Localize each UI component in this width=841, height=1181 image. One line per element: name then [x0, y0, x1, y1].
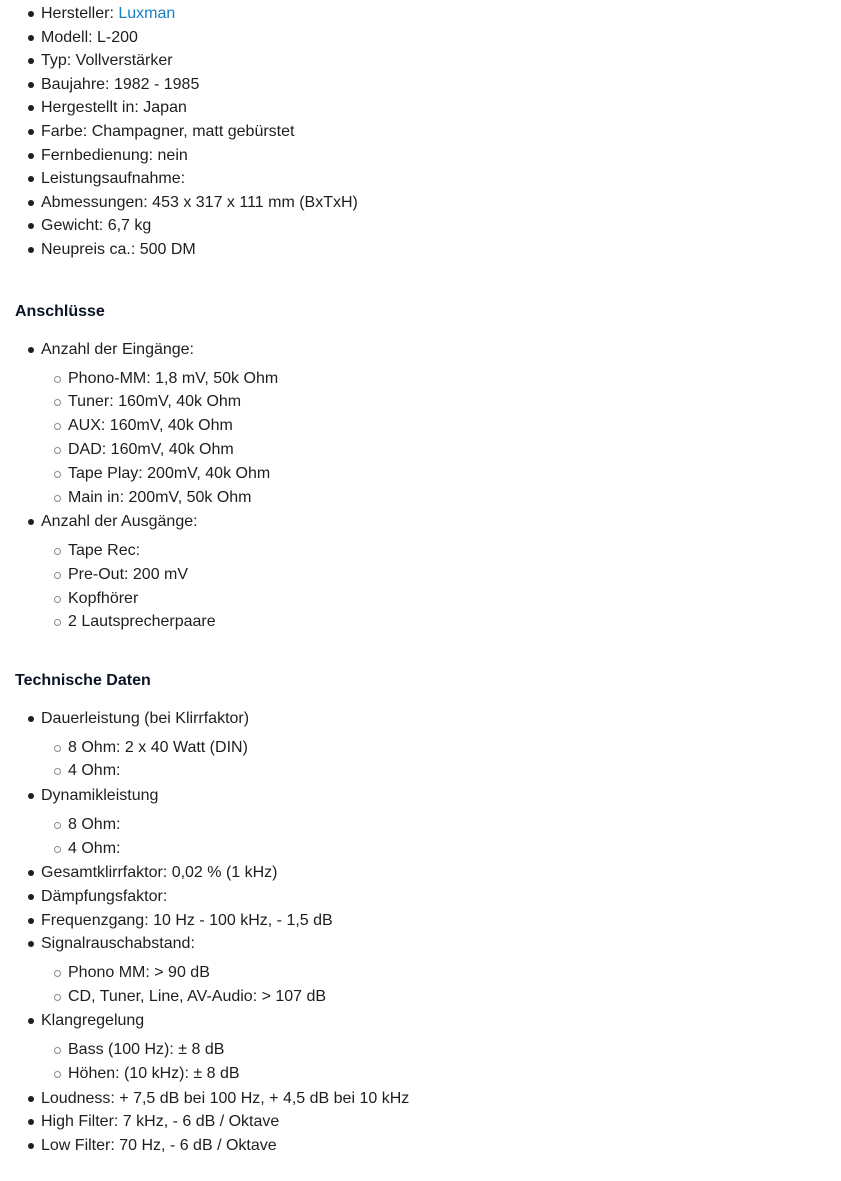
snr-label: Signalrauschabstand:	[41, 935, 195, 953]
sublist-item: Tuner: 160mV, 40k Ohm	[41, 390, 841, 414]
tech-section	[0, 707, 841, 1157]
list-item-tone	[0, 1009, 841, 1085]
list-item: Typ: Vollverstärker	[0, 49, 841, 73]
inputs-label: Anzahl der Eingänge:	[41, 341, 194, 358]
list-item-manufacturer	[0, 2, 841, 26]
sublist-item: Phono MM: > 90 dB	[41, 961, 841, 985]
dynamic-label: Dynamikleistung	[41, 787, 159, 805]
connections-section	[0, 338, 841, 635]
list-item: Hergestellt in: Japan	[0, 96, 841, 120]
tone-sublist	[41, 1038, 841, 1086]
inputs-sublist	[41, 367, 841, 510]
dynamic-sublist	[41, 813, 841, 861]
sublist-item: Höhen: (10 kHz): ± 8 dB	[41, 1062, 841, 1086]
tone-label: Klangregelung	[41, 1012, 145, 1030]
sublist-item: 4 Ohm:	[41, 837, 841, 861]
tech-list	[0, 707, 841, 1157]
list-item: Dämpfungsfaktor:	[0, 885, 841, 909]
list-item: Fernbedienung: nein	[0, 144, 841, 168]
sublist-item: Kopfhörer	[41, 587, 841, 611]
sublist-item: AUX: 160mV, 40k Ohm	[41, 414, 841, 438]
outputs-label: Anzahl der Ausgänge:	[41, 513, 198, 531]
list-item-dynamic-power	[0, 784, 841, 860]
list-item-snr	[0, 932, 841, 1008]
list-item: Loudness: + 7,5 dB bei 100 Hz, + 4,5 dB bei 10 kHz	[0, 1087, 841, 1111]
sublist-item: Tape Play: 200mV, 40k Ohm	[41, 462, 841, 486]
sublist-item: Bass (100 Hz): ± 8 dB	[41, 1038, 841, 1062]
list-item: Leistungsaufnahme:	[0, 167, 841, 191]
general-list	[0, 2, 841, 262]
sublist-item: Pre-Out: 200 mV	[41, 563, 841, 587]
list-item: Low Filter: 70 Hz, - 6 dB / Oktave	[0, 1134, 841, 1158]
list-item: Gewicht: 6,7 kg	[0, 214, 841, 238]
list-item: Baujahre: 1982 - 1985	[0, 73, 841, 97]
sublist-item: 2 Lautsprecherpaare	[41, 610, 841, 634]
list-item: High Filter: 7 kHz, - 6 dB / Oktave	[0, 1110, 841, 1134]
list-item: Frequenzgang: 10 Hz - 100 kHz, - 1,5 dB	[0, 909, 841, 933]
list-item: Modell: L-200	[0, 26, 841, 50]
sublist-item: CD, Tuner, Line, AV-Audio: > 107 dB	[41, 985, 841, 1009]
sublist-item: Phono-MM: 1,8 mV, 50k Ohm	[41, 367, 841, 391]
connections-list	[0, 338, 841, 634]
sublist-item: DAD: 160mV, 40k Ohm	[41, 438, 841, 462]
sublist-item: 4 Ohm:	[41, 759, 841, 783]
list-item-inputs	[0, 338, 841, 509]
sublist-item: 8 Ohm:	[41, 813, 841, 837]
list-item-continuous-power	[0, 707, 841, 783]
manufacturer-link[interactable]: Luxman	[118, 5, 176, 22]
list-item: Gesamtklirrfaktor: 0,02 % (1 kHz)	[0, 861, 841, 885]
list-item: Farbe: Champagner, matt gebürstet	[0, 120, 841, 144]
snr-sublist	[41, 961, 841, 1009]
manufacturer-label: Hersteller:	[41, 5, 119, 22]
continuous-label: Dauerleistung (bei Klirrfaktor)	[41, 710, 250, 727]
list-item: Neupreis ca.: 500 DM	[0, 238, 841, 262]
list-item: Abmessungen: 453 x 317 x 111 mm (BxTxH)	[0, 191, 841, 215]
general-section	[0, 2, 841, 262]
sublist-item: Tape Rec:	[41, 539, 841, 563]
tech-heading: Technische Daten	[15, 672, 151, 689]
outputs-sublist	[41, 539, 841, 634]
continuous-sublist	[41, 736, 841, 784]
sublist-item: 8 Ohm: 2 x 40 Watt (DIN)	[41, 736, 841, 760]
connections-heading: Anschlüsse	[15, 303, 105, 320]
list-item-outputs	[0, 510, 841, 634]
sublist-item: Main in: 200mV, 50k Ohm	[41, 486, 841, 510]
